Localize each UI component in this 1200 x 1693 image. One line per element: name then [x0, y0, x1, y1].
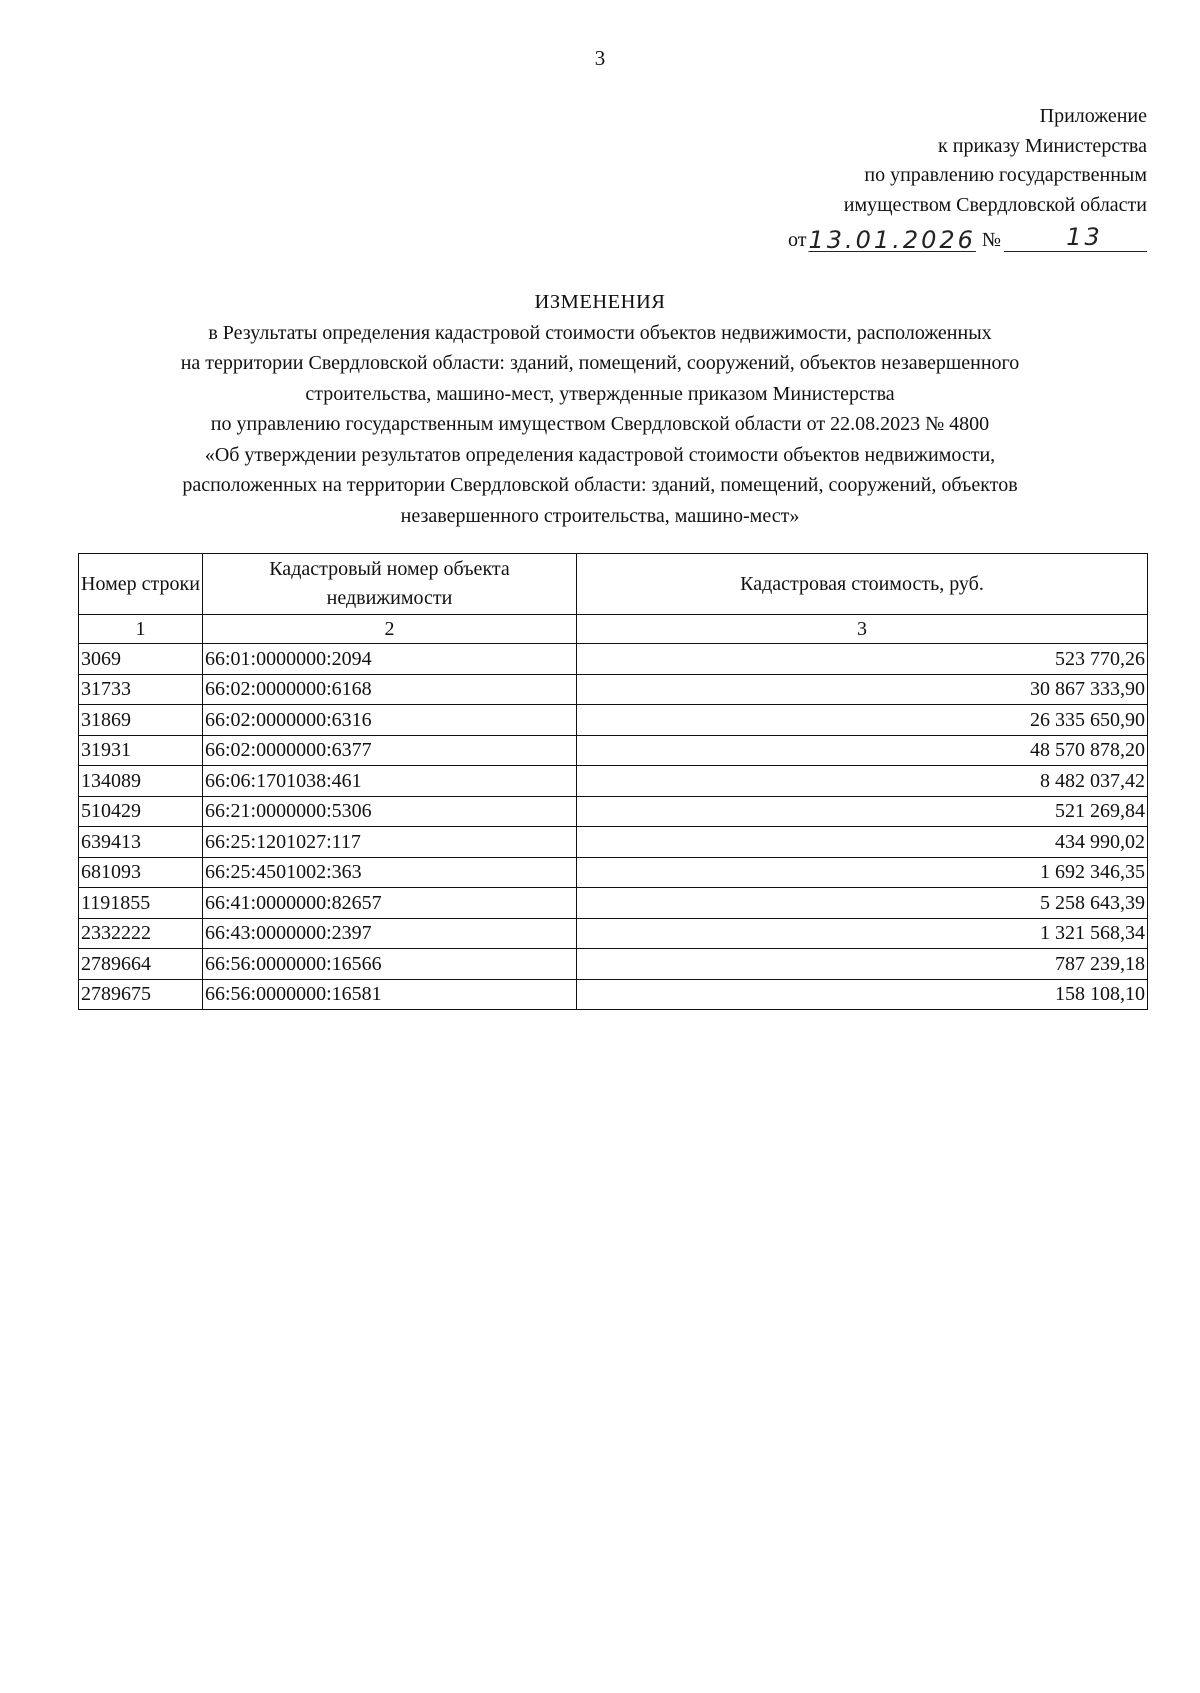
appendix-line: к приказу Министерства: [938, 134, 1147, 157]
row-number-cell: 1191855: [79, 888, 203, 919]
title-line: строительства, машино-мест, утвержденные приказом Министерства: [305, 382, 895, 405]
cadastral-number-cell: 66:56:0000000:16566: [203, 949, 577, 980]
table-row: [79, 979, 1148, 1010]
header-row-number: Номер строки: [79, 554, 203, 615]
cadastral-number-cell: 66:25:4501002:363: [203, 857, 577, 888]
table-row: [79, 796, 1148, 827]
cadastral-value-cell: 5 258 643,39: [577, 888, 1148, 919]
title-line: незавершенного строительства, машино-мест»: [400, 504, 800, 527]
cadastral-value-cell: 30 867 333,90: [577, 674, 1148, 705]
cadastral-value-cell: 26 335 650,90: [577, 705, 1148, 736]
cadastral-value-cell: 1 692 346,35: [577, 857, 1148, 888]
cadastral-value-cell: 521 269,84: [577, 796, 1148, 827]
cadastral-value-cell: 523 770,26: [577, 644, 1148, 675]
appendix-block: [627, 102, 1147, 220]
handwritten-number: 13: [1066, 223, 1103, 251]
document-title: [0, 287, 1200, 531]
cadastral-number-cell: 66:21:0000000:5306: [203, 796, 577, 827]
order-date-number: [788, 225, 1147, 252]
cadastral-number-cell: 66:25:1201027:117: [203, 827, 577, 858]
title-line: в Результаты определения кадастровой стоимости объектов недвижимости, расположенных: [208, 321, 992, 344]
handwritten-date: 13.01.2026: [808, 226, 976, 254]
cadastral-number-cell: 66:02:0000000:6316: [203, 705, 577, 736]
row-number-cell: 3069: [79, 644, 203, 675]
row-number-cell: 681093: [79, 857, 203, 888]
column-number: 2: [203, 615, 577, 644]
cadastral-number-cell: 66:56:0000000:16581: [203, 979, 577, 1010]
title-line: расположенных на территории Свердловской области: зданий, помещений, сооружений, объектов: [182, 474, 1018, 496]
cadastral-value-cell: 434 990,02: [577, 827, 1148, 858]
row-number-cell: 2789675: [79, 979, 203, 1010]
cadastral-number-cell: 66:43:0000000:2397: [203, 918, 577, 949]
title-line: на территории Свердловской области: зданий, помещений, сооружений, объектов незавершенного: [180, 352, 1020, 374]
row-number-cell: 31733: [79, 674, 203, 705]
number-prefix: №: [981, 229, 1001, 251]
row-number-cell: 2789664: [79, 949, 203, 980]
cadastral-value-cell: 1 321 568,34: [577, 918, 1148, 949]
date-prefix: от: [788, 229, 807, 251]
column-number: 3: [577, 615, 1148, 644]
appendix-line: имуществом Свердловской области: [843, 193, 1147, 216]
row-number-cell: 510429: [79, 796, 203, 827]
cadastral-number-cell: 66:02:0000000:6168: [203, 674, 577, 705]
table-row: [79, 949, 1148, 980]
table-row: [79, 735, 1148, 766]
row-number-cell: 31869: [79, 705, 203, 736]
table-row: [79, 827, 1148, 858]
table-row: [79, 674, 1148, 705]
cadastral-value-table: [78, 553, 1148, 1010]
table-row: [79, 918, 1148, 949]
row-number-cell: 134089: [79, 766, 203, 797]
cadastral-number-cell: 66:41:0000000:82657: [203, 888, 577, 919]
header-cadastral-number: Кадастровый номер объекта недвижимости: [203, 554, 577, 615]
table-row: [79, 888, 1148, 919]
cadastral-value-cell: 48 570 878,20: [577, 735, 1148, 766]
table-row: [79, 857, 1148, 888]
title-line: по управлению государственным имуществом Свердловской области от 22.08.2023 № 4800: [210, 413, 990, 435]
row-number-cell: 31931: [79, 735, 203, 766]
column-number-row: [79, 615, 1148, 644]
appendix-line: по управлению государственным: [864, 164, 1147, 186]
cadastral-number-cell: 66:02:0000000:6377: [203, 735, 577, 766]
cadastral-number-cell: 66:06:1701038:461: [203, 766, 577, 797]
cadastral-value-cell: 158 108,10: [577, 979, 1148, 1010]
appendix-line: Приложение: [1039, 105, 1147, 127]
cadastral-value-cell: 8 482 037,42: [577, 766, 1148, 797]
title-line: «Об утверждении результатов определения кадастровой стоимости объектов недвижимости,: [204, 443, 996, 466]
row-number-cell: 639413: [79, 827, 203, 858]
row-number-cell: 2332222: [79, 918, 203, 949]
table-row: [79, 644, 1148, 675]
table-row: [79, 705, 1148, 736]
number-blank: [1004, 225, 1147, 252]
page-number: 3: [594, 46, 606, 70]
cadastral-value-cell: 787 239,18: [577, 949, 1148, 980]
header-cadastral-value: Кадастровая стоимость, руб.: [577, 554, 1148, 615]
table-header-row: [79, 554, 1148, 615]
cadastral-number-cell: 66:01:0000000:2094: [203, 644, 577, 675]
table-row: [79, 766, 1148, 797]
title-heading: ИЗМЕНЕНИЯ: [534, 291, 666, 313]
column-number: 1: [79, 615, 203, 644]
